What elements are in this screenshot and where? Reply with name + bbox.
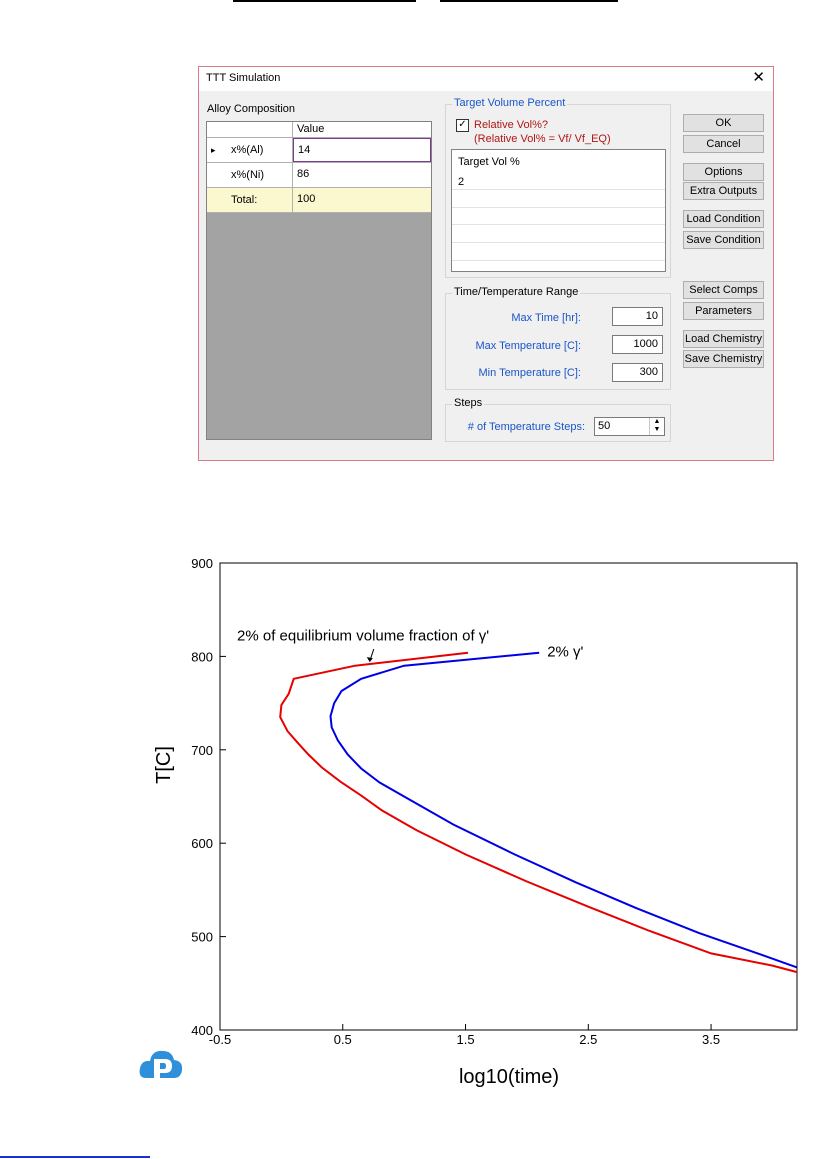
- x-tick-label: 1.5: [456, 1032, 475, 1047]
- value-cell: 100: [297, 193, 316, 205]
- y-tick-label: 600: [191, 836, 213, 852]
- list-divider: [452, 207, 665, 208]
- ok-button[interactable]: OK: [683, 114, 764, 132]
- ttt-chart: [130, 545, 810, 1095]
- row-label-cell: [207, 138, 293, 162]
- target-vol-list[interactable]: [451, 149, 666, 272]
- x-tick-label: 3.5: [702, 1032, 721, 1047]
- load-condition-button[interactable]: Load Condition: [683, 210, 764, 228]
- y-tick-label: 800: [191, 649, 213, 665]
- spinner-arrows[interactable]: [649, 418, 664, 435]
- table-row[interactable]: [207, 138, 431, 163]
- annotation-arrowhead: [367, 657, 373, 662]
- target-volume-group: [445, 97, 671, 278]
- temperature-steps-label: # of Temperature Steps:: [467, 421, 585, 433]
- ttt-simulation-dialog: [198, 66, 774, 461]
- options-button[interactable]: Options: [683, 163, 764, 181]
- header-rule-left: [233, 0, 416, 2]
- series-line-1: [280, 653, 797, 972]
- relative-vol-checkbox[interactable]: ✓: [456, 119, 469, 132]
- annotation-label: 2% γ': [547, 643, 584, 661]
- close-icon[interactable]: ✕: [752, 69, 765, 86]
- series-line-2: [331, 653, 798, 968]
- row-header-corner: [207, 122, 293, 137]
- load-chemistry-button[interactable]: Load Chemistry: [683, 330, 764, 348]
- max-time-input[interactable]: 10: [612, 307, 663, 326]
- y-tick-label: 700: [191, 742, 213, 758]
- select-comps-button[interactable]: Select Comps: [683, 281, 764, 299]
- target-volume-heading: Target Volume Percent: [454, 97, 566, 109]
- relative-vol-label: Relative Vol%?: [474, 119, 548, 131]
- y-axis-label: T[C]: [153, 746, 175, 784]
- current-row-arrow-icon: ▸: [211, 145, 216, 155]
- y-tick-label: 500: [191, 929, 213, 945]
- footer-link-underline[interactable]: [0, 1156, 150, 1158]
- value-cell[interactable]: 14: [293, 138, 431, 162]
- steps-heading: Steps: [454, 397, 483, 409]
- y-tick-label: 900: [191, 556, 213, 571]
- max-temperature-label: Max Temperature [C]:: [475, 340, 581, 352]
- alloy-composition-heading: Alloy Composition: [207, 103, 296, 115]
- company-logo-icon: [138, 1048, 184, 1090]
- y-tick-label: 400: [191, 1023, 213, 1038]
- list-divider: [452, 189, 665, 190]
- header-rule-right: [440, 0, 618, 2]
- grid-header-row: [207, 122, 431, 138]
- total-row: [207, 188, 431, 213]
- max-time-label: Max Time [hr]:: [511, 312, 581, 324]
- min-temperature-label: Min Temperature [C]:: [478, 367, 581, 379]
- time-temperature-heading: Time/Temperature Range: [454, 286, 579, 298]
- table-row[interactable]: [207, 163, 431, 188]
- min-temperature-input[interactable]: 300: [612, 363, 663, 382]
- temperature-steps-value[interactable]: 50: [598, 420, 611, 432]
- row-label: Total:: [207, 188, 293, 212]
- x-tick-label: 0.5: [333, 1032, 352, 1047]
- annotation-label: 2% of equilibrium volume fraction of γ': [237, 627, 490, 645]
- spin-down-icon[interactable]: ▼: [653, 426, 661, 433]
- save-chemistry-button[interactable]: Save Chemistry: [683, 350, 764, 368]
- spin-up-icon[interactable]: ▲: [653, 418, 661, 425]
- row-label: x%(Al): [231, 144, 264, 156]
- list-divider: [452, 224, 665, 225]
- alloy-composition-grid: [206, 121, 432, 440]
- target-vol-value[interactable]: 2: [458, 176, 465, 188]
- max-temperature-input[interactable]: 1000: [612, 335, 663, 354]
- list-divider: [452, 260, 665, 261]
- row-label: x%(Ni): [207, 163, 293, 187]
- title-bar: [199, 67, 773, 91]
- parameters-button[interactable]: Parameters: [683, 302, 764, 320]
- cancel-button[interactable]: Cancel: [683, 135, 764, 153]
- x-tick-label: -0.5: [208, 1032, 232, 1047]
- column-header-value: Value: [297, 123, 325, 135]
- save-condition-button[interactable]: Save Condition: [683, 231, 764, 249]
- dialog-title: TTT Simulation: [206, 72, 281, 84]
- temperature-steps-spinner[interactable]: [594, 417, 665, 436]
- x-axis-label: log10(time): [458, 1066, 560, 1088]
- extra-outputs-button[interactable]: Extra Outputs: [683, 182, 764, 200]
- relative-vol-note: (Relative Vol% = Vf/ Vf_EQ): [474, 133, 611, 145]
- x-tick-label: 2.5: [579, 1032, 598, 1047]
- value-cell[interactable]: 86: [297, 168, 310, 180]
- target-vol-list-header: Target Vol %: [458, 156, 520, 168]
- list-divider: [452, 242, 665, 243]
